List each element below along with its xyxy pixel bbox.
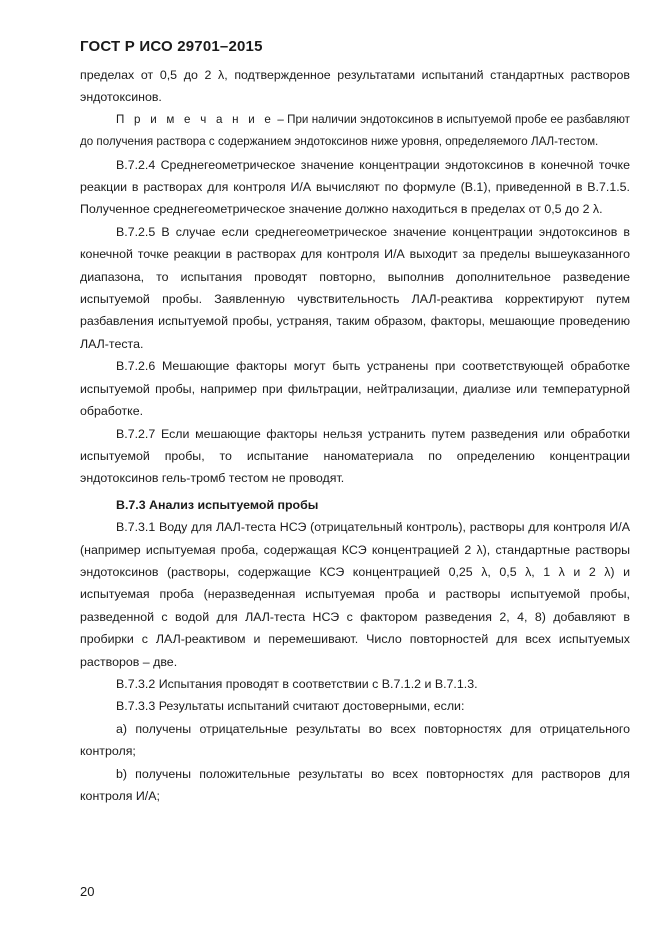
list-item-b: b) получены положительные результаты во всех повторностях для растворов для контроля И/А; — [80, 766, 630, 803]
note-paragraph — [80, 109, 630, 154]
document-body — [80, 64, 630, 807]
section-heading-b73: В.7.3 Анализ испытуемой пробы — [116, 497, 319, 512]
paragraph-b733: В.7.3.3 Результаты испытаний считают достоверными, если: — [116, 699, 465, 714]
standard-header: ГОСТ Р ИСО 29701–2015 — [80, 38, 263, 55]
paragraph-b724: В.7.2.4 Среднегеометрическое значение концентрации эндотоксинов в конечной точке реакции в растворах для контроля И/А вычисляют по формуле (В.1), приведенной в В.7.1.5. Полученное среднегеометрическое значение должно находиться в пределах от 0,5 до 2 λ. — [80, 157, 630, 217]
note-label: П р и м е ч а н и е — [116, 112, 275, 126]
paragraph-continuation: пределах от 0,5 до 2 λ, подтвержденное результатами испытаний стандартных растворов эндотоксинов. — [80, 68, 630, 105]
note-text: – При наличии эндотоксинов в испытуемой пробе ее разбавляют до получения раствора с содержанием эндотоксинов ниже уровня, определяемого ЛАЛ-тестом. — [80, 112, 630, 149]
paragraph-b725: В.7.2.5 В случае если среднегеометрическое значение концентрации эндотоксинов в конечной точке реакции в растворах для контроля И/А выходит за пределы вышеуказанного диапазона, то испытания проводят повторно, выполнив дополнительное разведение испытуемой пробы. Заявленную чувствительность ЛАЛ-реактива корректируют путем разбавления испытуемой пробы, устраняя, таким образом, факторы, мешающие проведению ЛАЛ-теста. — [80, 224, 630, 351]
paragraph-b726: В.7.2.6 Мешающие факторы могут быть устранены при соответствующей обработке испытуемой пробы, например при фильтрации, нейтрализации, диализе или температурной обработке. — [80, 359, 630, 419]
paragraph-b732: В.7.3.2 Испытания проводят в соответствии с В.7.1.2 и В.7.1.3. — [116, 676, 478, 691]
paragraph-b727: В.7.2.7 Если мешающие факторы нельзя устранить путем разведения или обработки испытуемой пробы, то испытание наноматериала по определению концентрации эндотоксинов гель-тромб тестом не проводят. — [80, 426, 630, 486]
list-item-a: a) получены отрицательные результаты во всех повторностях для отрицательного контроля; — [80, 721, 630, 759]
page-number: 20 — [80, 884, 95, 899]
paragraph-b731: В.7.3.1 Воду для ЛАЛ-теста НСЭ (отрицательный контроль), растворы для контроля И/А (например испытуемая проба, содержащая КСЭ концентрацией 2 λ), стандартные растворы эндотоксинов (растворы, содержащие КСЭ концентрацией 0,25 λ, 0,5 λ, 1 λ и 2 λ) и испытуемая проба (неразведенная испытуемая проба и растворы испытуемой пробы, разведенной с водой для ЛАЛ-теста НСЭ с фактором разведения 2, 4, 8) добавляют в пробирки с ЛАЛ-реактивом и перемешивают. Число повторностей для всех испытуемых растворов – две. — [80, 520, 630, 669]
